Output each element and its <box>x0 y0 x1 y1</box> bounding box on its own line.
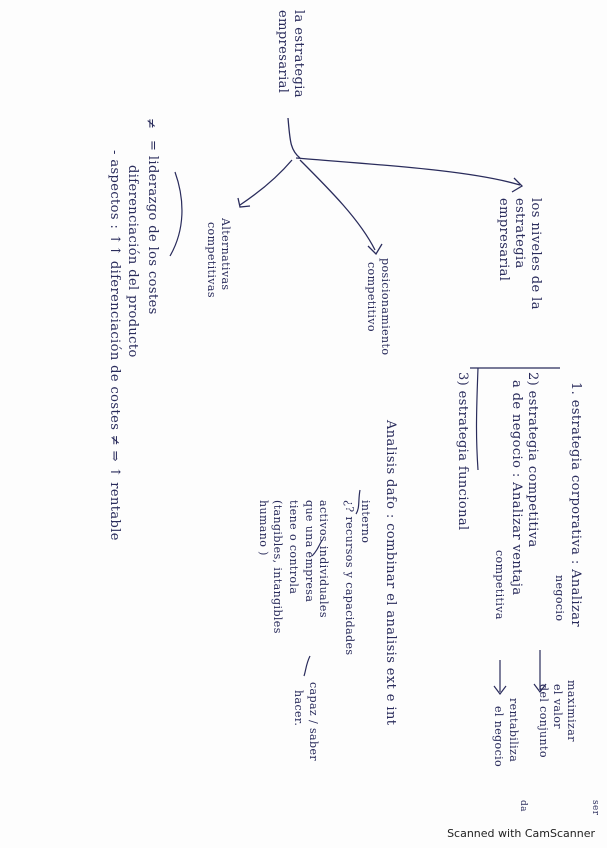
analisis-interno: interno <box>359 500 372 544</box>
analisis-recursos: ¿? recursos y capacidades <box>343 500 356 656</box>
analisis-capaz: capaz / saber <box>307 682 320 762</box>
analisis-tangibles: (tangibles, intangibles <box>271 500 284 634</box>
niveles-line2: estrategia <box>512 198 527 269</box>
costes-liderazgo: = liderazgo de los costes <box>145 140 160 315</box>
brace-to-alternativas <box>240 160 292 205</box>
nivel-2-negocio: a de negocio : Analizar ventaja <box>509 380 524 596</box>
capacidades-arrow <box>304 656 310 676</box>
nivel-2-competitiva: competitiva <box>493 550 506 620</box>
brace-to-posicionamiento <box>300 160 375 250</box>
nivel-2-text: 2) estrategia competitiva <box>525 372 540 548</box>
brace-to-niveles <box>296 158 520 185</box>
analisis-activos: activos individuales <box>317 500 330 618</box>
edge-note-ser: ser <box>590 800 600 816</box>
analisis-humano: humano ) <box>257 500 270 556</box>
analisis-empresa: que una empresa <box>303 500 316 603</box>
posicionamiento-line1: posicionamiento <box>379 258 392 356</box>
alternativas-line1: Alternativas <box>219 218 232 291</box>
neq-mark: ≠ <box>143 118 158 130</box>
nivel-1-maximizar: maximizar <box>565 680 578 742</box>
edge-note-da: da <box>518 800 528 812</box>
nivel-1-negocio: negocio <box>553 575 566 622</box>
alternativas-bracket <box>170 172 182 256</box>
nivel-2-el-negocio: el negocio <box>492 706 505 768</box>
root-title-line2: empresarial <box>275 10 290 94</box>
nivel-1-el-valor: el valor <box>551 684 564 729</box>
nivel-1-text: 1. estrategia corporativa : Analizar <box>568 382 583 627</box>
analisis-hacer: hacer. <box>292 690 305 727</box>
costes-diferenciacion: diferenciación del producto <box>125 165 140 358</box>
analisis-dafo: Analisis dafo : combinar el analisis ext e int <box>383 420 398 726</box>
posicionamiento-line2: competitivo <box>365 262 378 332</box>
analisis-controla: tiene o controla <box>287 500 300 595</box>
costes-aspectos: - aspectos : ↑↑ diferenciación de costes ≠ ⇒ ↑ rentable <box>107 150 122 541</box>
alternativas-line2: competitivas <box>205 222 218 298</box>
root-title-line1: la estrategia <box>291 10 306 98</box>
niveles-arrowhead <box>512 178 522 192</box>
nivel-2-rentabiliza: rentabiliza <box>507 698 520 763</box>
niveles-line3: empresarial <box>496 198 511 282</box>
nivel-1-del-conjunto: del conjunto <box>537 684 550 758</box>
root-brace <box>288 118 300 158</box>
nivel-3-text: 3) estrategia funcional <box>455 372 470 531</box>
niveles-bracket <box>477 368 479 470</box>
camscanner-watermark: Scanned with CamScanner <box>447 827 595 840</box>
niveles-line1: los niveles de la <box>528 198 543 310</box>
